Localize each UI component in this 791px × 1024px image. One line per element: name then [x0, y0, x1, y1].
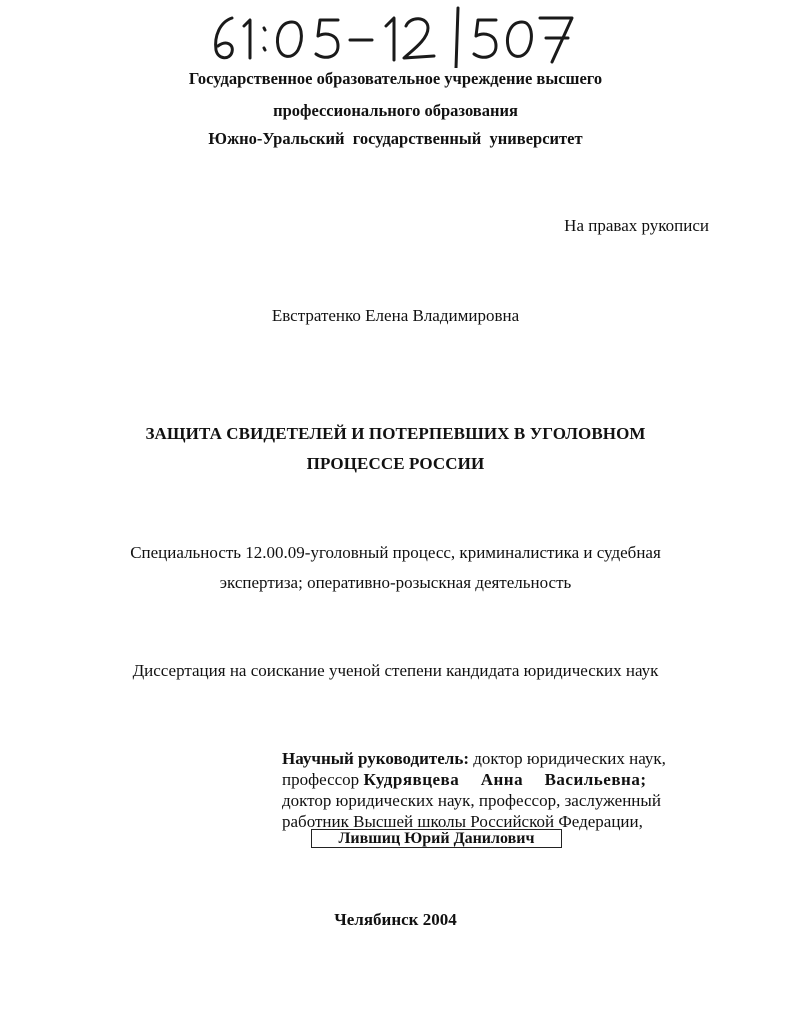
handwriting-stroke	[540, 18, 572, 62]
handwriting-stroke	[456, 8, 458, 68]
advisors-line-1-rest: доктор юридических наук,	[469, 749, 666, 768]
handwriting-stroke	[264, 28, 265, 50]
city-year: Челябинск 2004	[334, 910, 457, 929]
institution-line-2: профессионального образования	[273, 101, 518, 120]
handwriting-stroke	[404, 19, 434, 58]
advisors-line-2-prefix: профессор	[282, 770, 364, 789]
specialty-line-1: Специальность 12.00.09-уголовный процесс, криминалистика и судебная	[130, 543, 661, 562]
handwriting-stroke	[386, 18, 394, 60]
handwritten-archive-code	[200, 6, 580, 68]
specialty-line-2: экспертиза; оперативно-розыскная деятельность	[219, 573, 572, 592]
dissertation-note: Диссертация на соискание ученой степени кандидата юридических наук	[132, 661, 659, 680]
handwriting-stroke	[508, 22, 532, 56]
author-name: Евстратенко Елена Владимировна	[271, 306, 520, 325]
handwriting-stroke	[278, 22, 302, 56]
advisors-line-1	[282, 748, 666, 769]
advisor-2-name: Лившиц Юрий Данилович	[311, 829, 562, 848]
title-line-1: ЗАЩИТА СВИДЕТЕЛЕЙ И ПОТЕРПЕВШИХ В УГОЛОВНОМ	[145, 424, 646, 443]
advisors-label: Научный руководитель:	[282, 749, 469, 768]
advisors-line-3: доктор юридических наук, профессор, заслуженный	[282, 791, 661, 810]
advisors-line-2	[282, 769, 666, 790]
institution-line-1: Государственное образовательное учреждение высшего	[188, 69, 603, 88]
handwriting-stroke	[316, 20, 338, 57]
title-line-2: ПРОЦЕССЕ РОССИИ	[306, 454, 485, 473]
archive-code-svg	[200, 6, 580, 68]
advisors-line-4: работник Высшей школы Российской Федерации,	[282, 812, 643, 831]
handwriting-stroke	[216, 18, 233, 58]
institution-line-3: Южно-Уральский государственный университет	[208, 129, 583, 148]
handwriting-stroke	[474, 20, 496, 57]
advisor-1-name: Кудрявцева Анна Васильевна;	[363, 770, 647, 789]
advisors-block	[282, 748, 666, 832]
manuscript-note: На правах рукописи	[564, 216, 709, 235]
handwriting-stroke	[244, 20, 250, 58]
